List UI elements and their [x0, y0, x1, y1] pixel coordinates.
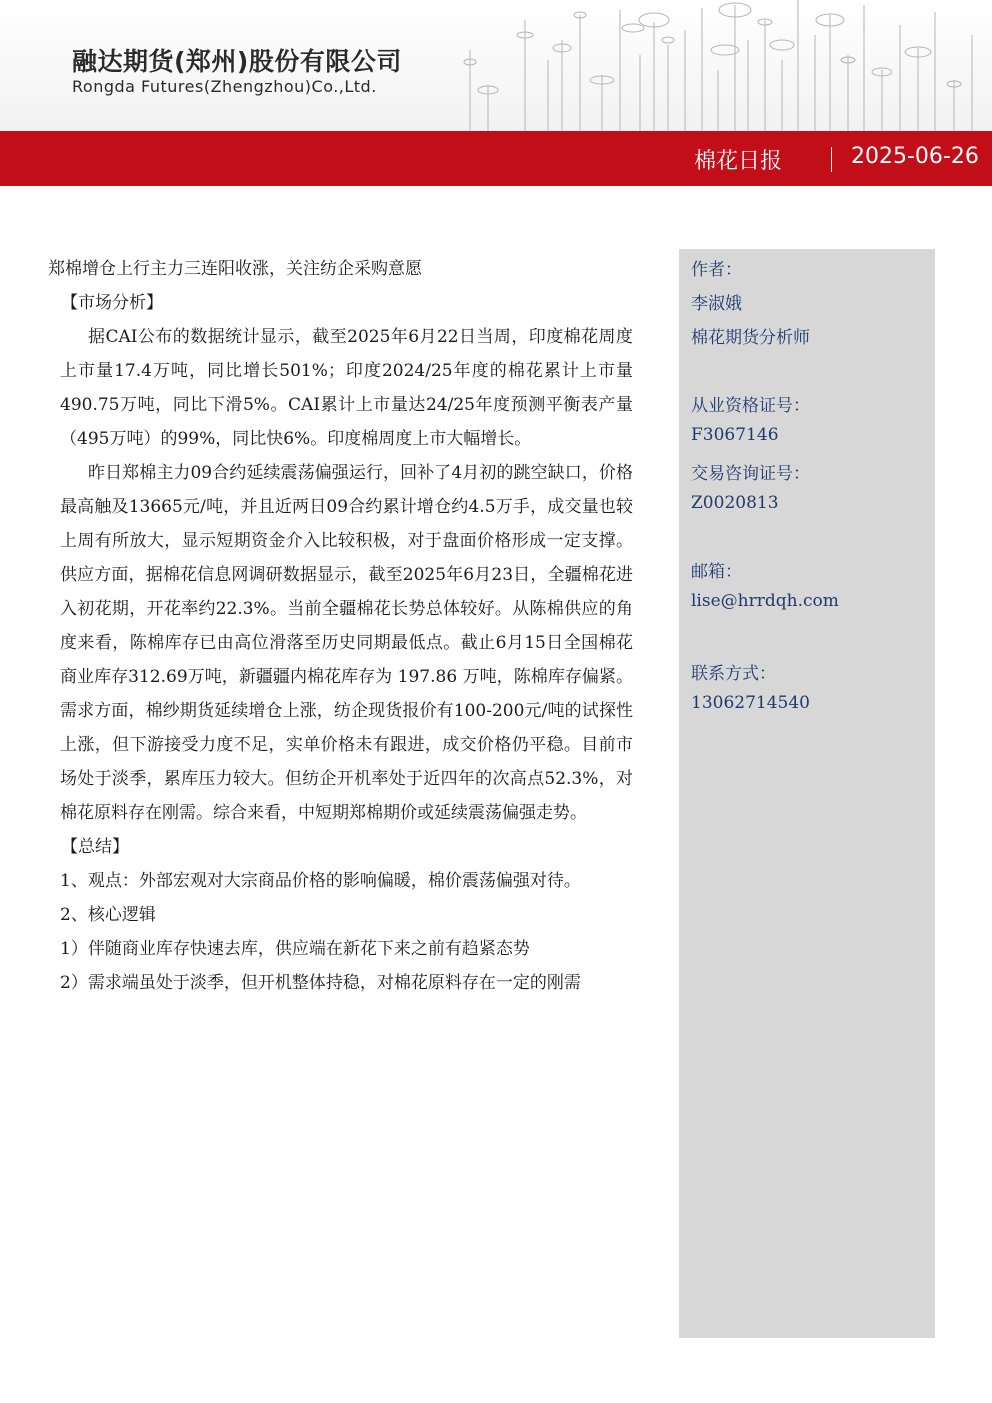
summary-point-1: 1、观点：外部宏观对大宗商品价格的影响偏暖，棉价震荡偏强对待。	[60, 871, 581, 891]
summary-point-2-2: 2）需求端虽处于淡季，但开机整体持稳，对棉花原料存在一定的刚需	[60, 973, 581, 993]
author-title: 棉花期货分析师	[691, 328, 810, 348]
consult-license-number: Z0020813	[691, 493, 779, 513]
phone-number: 13062714540	[691, 693, 810, 713]
consult-license-label: 交易咨询证号：	[691, 464, 810, 484]
page-header	[0, 0, 992, 131]
report-name: 棉花日报	[694, 149, 783, 174]
market-paragraph-1: 据CAI公布的数据统计显示，截至2025年6月22日当周，印度棉花周度上市量17.4万吨，同比增长501%；印度2024/25年度的棉花累计上市量490.75万吨，同比下滑5%。CAI累计上市量达24/25年度预测平衡表产量（495万吨）的99%，同比快6%。印度棉周度上市大幅增长。	[60, 327, 633, 449]
author-label: 作者：	[691, 260, 742, 280]
report-title-bar	[0, 131, 992, 186]
summary-point-2: 2、核心逻辑	[60, 905, 156, 925]
article-headline: 郑棉增仓上行主力三连阳收涨，关注纺企采购意愿	[48, 259, 422, 279]
company-name-cn: 融达期货(郑州)股份有限公司	[72, 47, 402, 76]
author-sidebar	[679, 249, 935, 1338]
license-number: F3067146	[691, 425, 779, 445]
market-analysis-heading: 【市场分析】	[61, 293, 163, 313]
summary-point-2-1: 1）伴随商业库存快速去库，供应端在新花下来之前有趋紧态势	[60, 939, 530, 959]
report-date: 2025-06-26	[851, 144, 979, 169]
license-label: 从业资格证号：	[691, 396, 810, 416]
market-paragraph-2: 昨日郑棉主力09合约延续震荡偏强运行，回补了4月初的跳空缺口，价格最高触及13665元/吨，并且近两日09合约累计增仓约4.5万手，成交量也较上周有所放大，显示短期资金介入比较积极，对于盘面价格形成一定支撑。供应方面，据棉花信息网调研数据显示，截至2025年6月23日，全疆棉花进入初花期，开花率约22.3%。当前全疆棉花长势总体较好。从陈棉供应的角度来看，陈棉库存已由高位滑落至历史同期最低点。截止6月15日全国棉花商业库存312.69万吨，新疆疆内棉花库存为 197.86 万吨，陈棉库存偏紧。需求方面，棉纱期货延续增仓上涨，纺企现货报价有100-200元/吨的试探性上涨，但下游接受力度不足，实单价格未有跟进，成交价格仍平稳。目前市场处于淡季，累库压力较大。但纺企开机率处于近四年的次高点52.3%，对棉花原料存在刚需。综合来看，中短期郑棉期价或延续震荡偏强走势。	[60, 463, 633, 823]
company-name-en: Rongda Futures(Zhengzhou)Co.,Ltd.	[72, 77, 377, 96]
contact-label: 联系方式：	[691, 664, 776, 684]
email-label: 邮箱：	[691, 562, 742, 582]
author-name: 李淑娥	[691, 294, 742, 314]
email-address[interactable]: lise@hrrdqh.com	[691, 591, 839, 611]
decorative-lines-graphic	[430, 0, 992, 131]
article-body	[48, 252, 633, 1000]
summary-heading: 【总结】	[61, 837, 129, 857]
title-divider	[831, 147, 832, 172]
